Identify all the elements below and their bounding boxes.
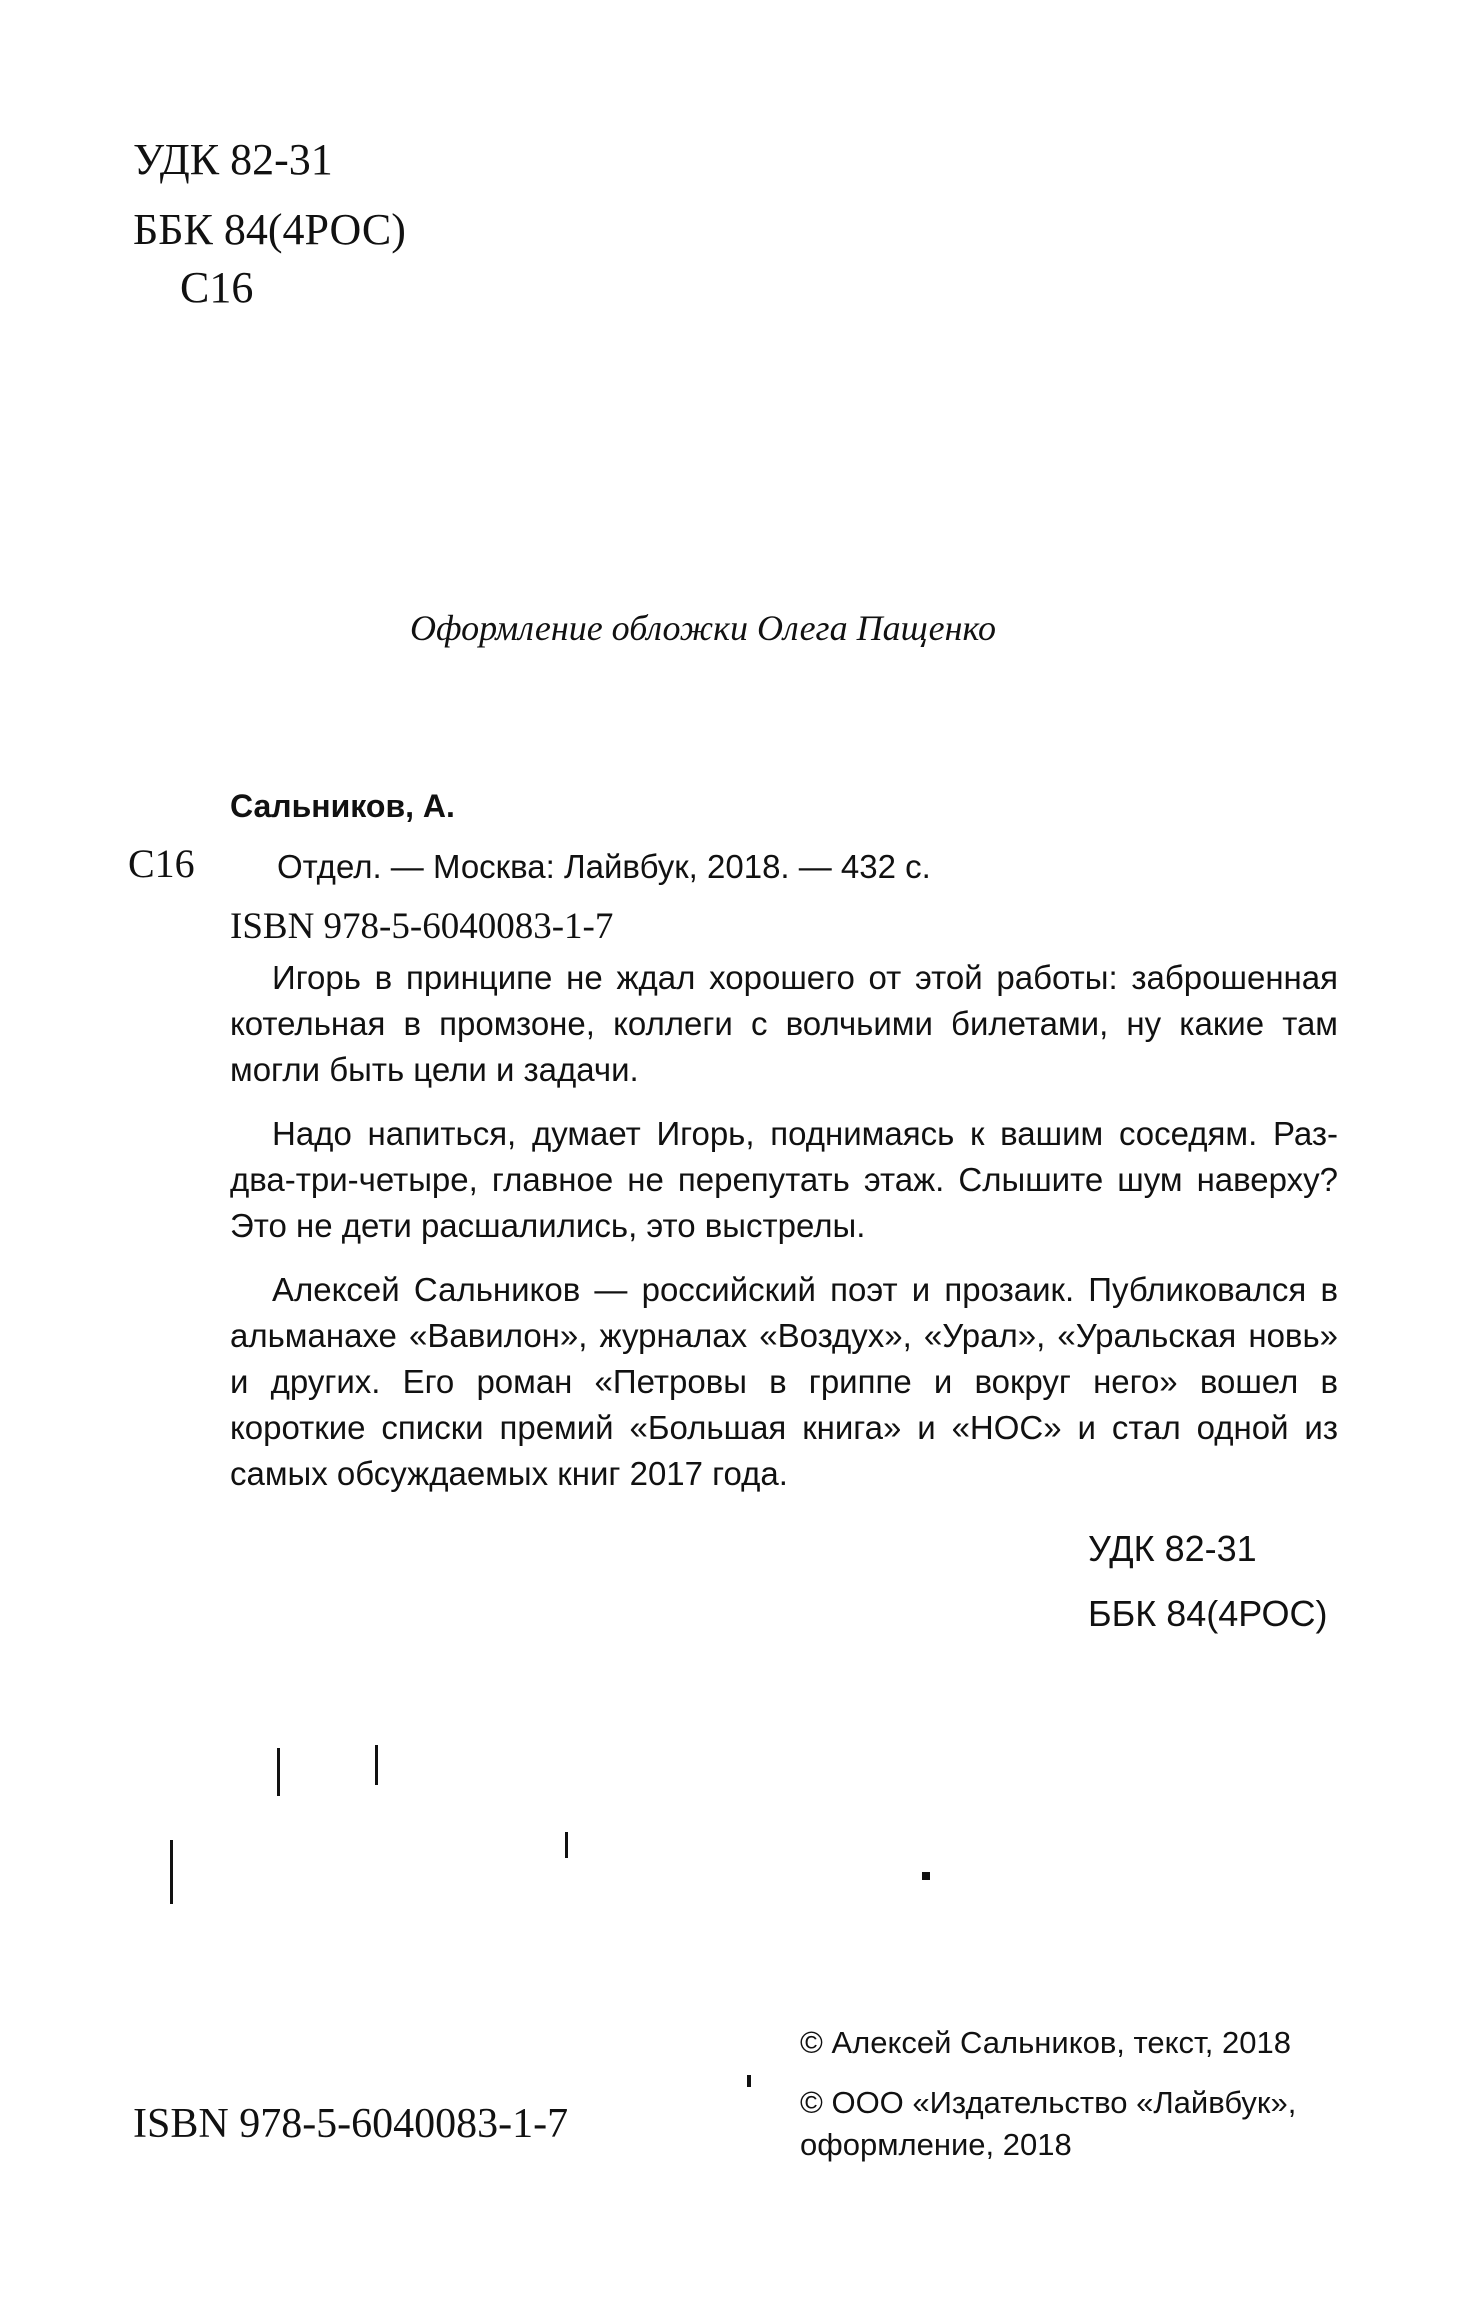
- annotation: [230, 955, 1338, 1515]
- catalog-imprint: Отдел. — Москва: Лайвбук, 2018. — 432 с.: [277, 848, 931, 885]
- author-sign-top: С16: [180, 263, 254, 312]
- cover-design-credit: Оформление обложки Олега Пащенко: [410, 608, 996, 648]
- catalog-isbn: ISBN 978-5-6040083-1-7: [230, 906, 614, 947]
- scan-mark: [922, 1872, 930, 1880]
- annotation-paragraph-1: Игорь в принципе не ждал хорошего от этой работы: заброшенная котельная в промзоне, коллеги с волчьими билетами, ну какие там могли быть цели и задачи.: [230, 959, 1338, 1088]
- copyright-author: © Алексей Сальников, текст, 2018: [800, 2025, 1291, 2060]
- annotation-paragraph-2: Надо напиться, думает Игорь, поднимаясь к вашим соседям. Раз-два-три-четыре, главное не перепутать этаж. Слышите шум наверху? Это не дети расшалились, это выстрелы.: [230, 1115, 1338, 1244]
- udk-code-right: УДК 82-31: [1088, 1528, 1257, 1569]
- scan-mark: [170, 1840, 173, 1904]
- catalog-author-sign: С16: [128, 841, 195, 886]
- copyright-publisher: © ООО «Издательство «Лайвбук»,: [800, 2085, 1297, 2120]
- copyright-design: оформление, 2018: [800, 2127, 1072, 2162]
- bottom-isbn: ISBN 978-5-6040083-1-7: [133, 2101, 569, 2147]
- scan-mark: [375, 1745, 378, 1785]
- scan-mark: [747, 2075, 751, 2087]
- catalog-author: Сальников, А.: [230, 788, 455, 824]
- bbk-code-right: ББК 84(4РОС): [1088, 1593, 1328, 1634]
- scan-mark: [565, 1832, 568, 1858]
- bbk-code-top: ББК 84(4РОС): [133, 205, 406, 254]
- scan-mark: [277, 1748, 280, 1796]
- udk-code-top: УДК 82-31: [133, 135, 333, 184]
- annotation-paragraph-3: Алексей Сальников — российский поэт и прозаик. Публиковался в альманахе «Вавилон», журналах «Воздух», «Урал», «Уральская новь» и других. Его роман «Петровы в гриппе и вокруг него» вошел в короткие списки премий «Большая книга» и «НОС» и стал одной из самых обсуждаемых книг 2017 года.: [230, 1271, 1338, 1492]
